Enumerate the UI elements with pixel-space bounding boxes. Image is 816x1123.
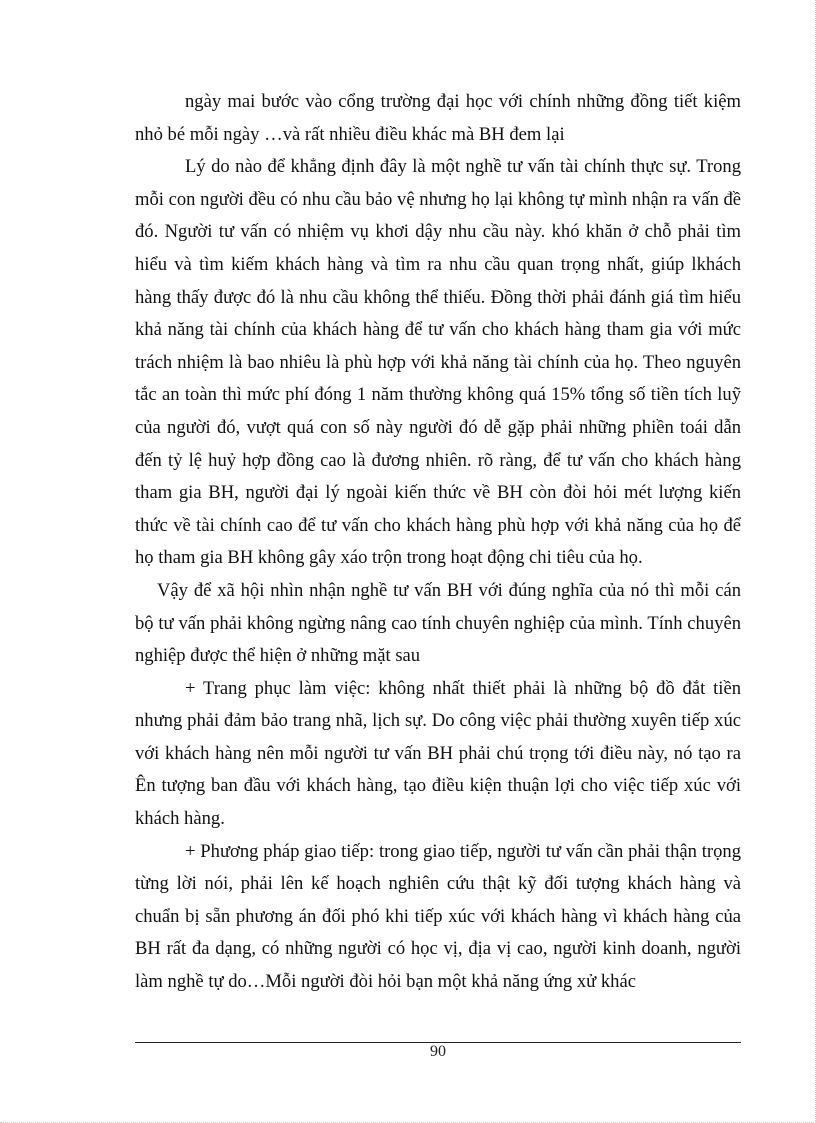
page-number: 90 bbox=[430, 1043, 446, 1060]
paragraph-5: + Phương pháp giao tiếp: trong giao tiếp, người tư vấn cần phải thận trọng từng lời nói, phải lên kế hoạch nghiên cứu thật kỹ đối tượng khách hàng và chuẩn bị sẵn phương án đối phó khi tiếp xúc với khách hàng vì khách hàng của BH rất đa dạng, có những người có học vị, địa vị cao, người kinh doanh, người làm nghề tự do…Mỗi người đòi hỏi bạn một khả năng ứng xử khác bbox=[135, 840, 741, 993]
paragraph-3: Vậy để xã hội nhìn nhận nghề tư vấn BH với đúng nghĩa của nó thì mỗi cán bộ tư vấn phải không ngừng nâng cao tính chuyên nghiệp của mình. Tính chuyên nghiệp được thể hiện ở những mặt sau bbox=[135, 579, 741, 667]
paragraph-2: Lý do nào để khẳng định đây là một nghề tư vấn tài chính thực sự. Trong mỗi con người đều có nhu cầu bảo vệ nhưng họ lại không tự mình nhận ra vấn đề đó. Người tư vấn có nhiệm vụ khơi dậy nhu cầu này. khó khăn ở chỗ phải tìm hiểu và tìm kiếm khách hàng và tìm ra nhu cầu quan trọng nhất, giúp lkhách hàng thấy được đó là nhu cầu không thể thiếu. Đồng thời phải đánh giá tìm hiểu khả năng tài chính của khách hàng để tư vấn cho khách hàng tham gia với mức trách nhiệm là bao nhiêu là phù hợp với khả năng tài chính của họ. Theo nguyên tắc an toàn thì mức phí đóng 1 năm thường không quá 15% tổng số tiền tích luỹ của người đó, vượt quá con số này người đó dễ gặp phải những phiền toái dẫn đến tỷ lệ huỷ hợp đồng cao là đương nhiên. rõ ràng, để tư vấn cho khách hàng tham gia BH, người đại lý ngoài kiến thức về BH còn đòi hỏi mét lượng kiến thức về tài chính cao để tư vấn cho khách hàng phù hợp với khả năng của họ để họ tham gia BH không gây xáo trộn trong hoạt động chi tiêu của họ. bbox=[135, 156, 741, 569]
document-body bbox=[135, 86, 741, 999]
paragraph-1: ngày mai bước vào cổng trường đại học với chính những đồng tiết kiệm nhỏ bé mỗi ngày …và rất nhiều điều khác mà BH đem lại bbox=[135, 91, 741, 145]
paragraph-4: + Trang phục làm việc: không nhất thiết phải là những bộ đồ đắt tiền nhưng phải đảm bảo trang nhã, lịch sự. Do công việc phải thường xuyên tiếp xúc với khách hàng nên mỗi người tư vấn BH phải chú trọng tới điều này, nó tạo ra Ên tượng ban đầu với khách hàng, tạo điều kiện thuận lợi cho việc tiếp xúc với khách hàng. bbox=[135, 677, 741, 830]
